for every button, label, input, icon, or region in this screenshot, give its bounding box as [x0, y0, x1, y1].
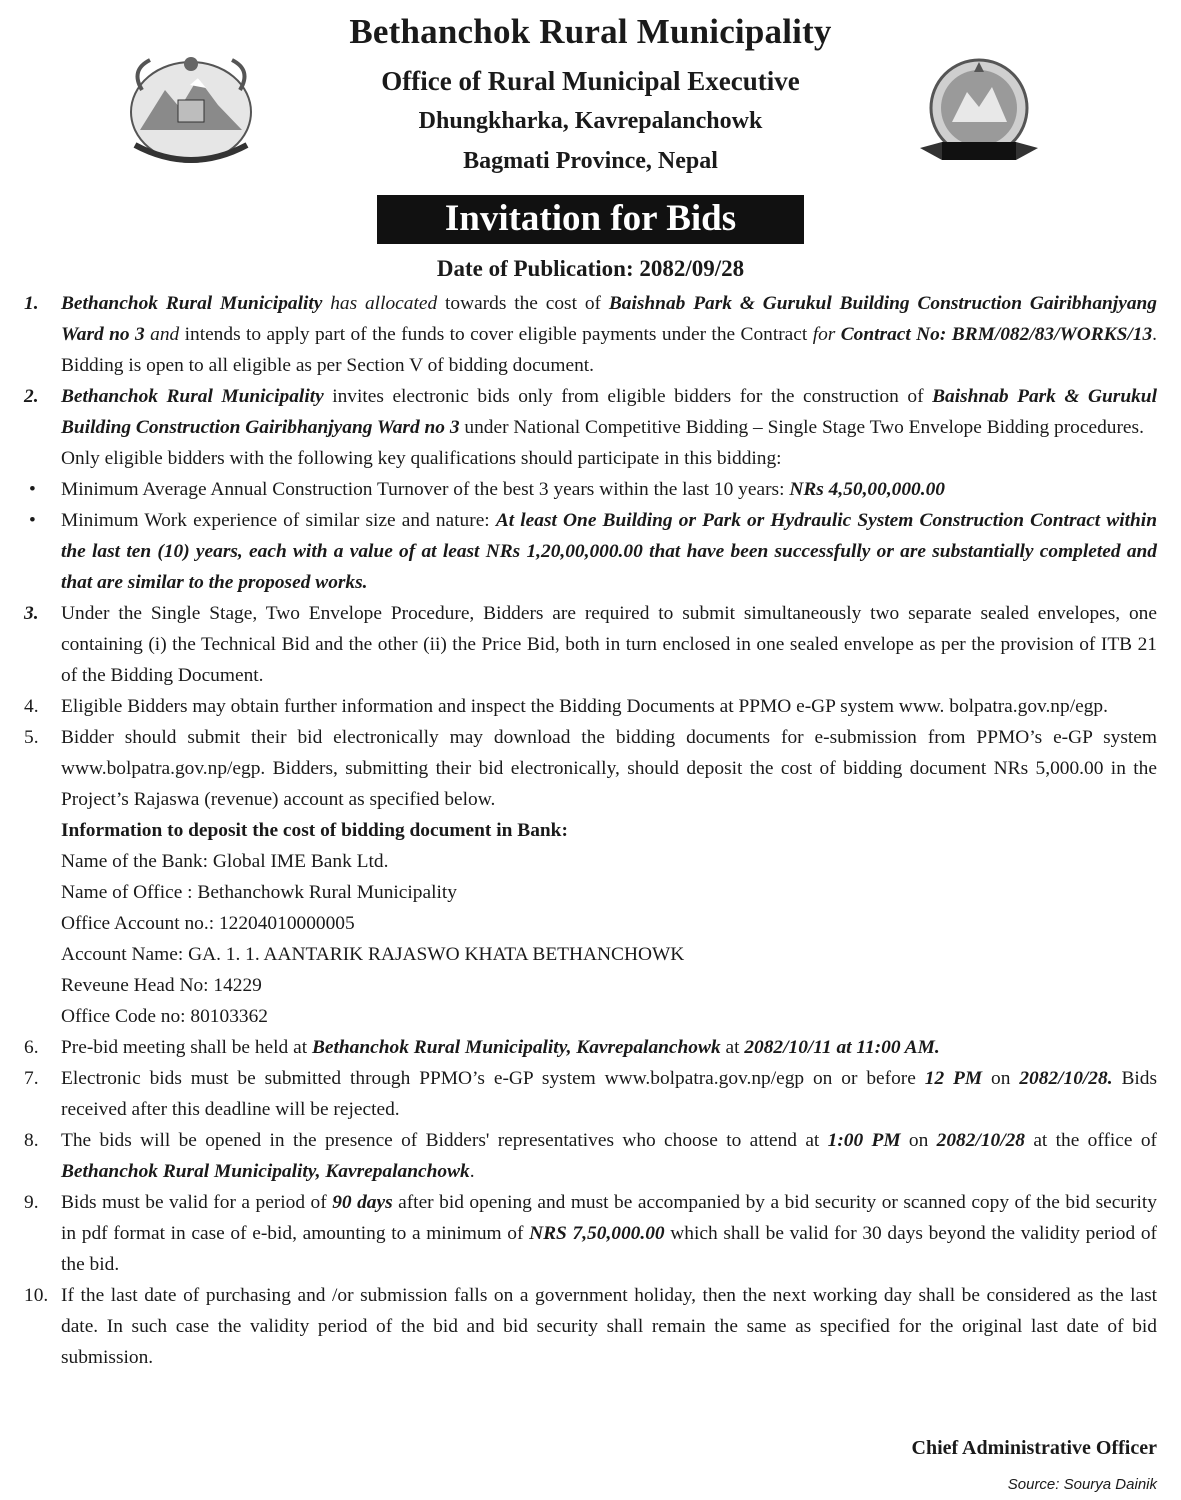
- qualification-bullet-1: [24, 474, 1157, 505]
- clause-text: on: [982, 1068, 1020, 1089]
- office-code: Office Code no: 80103362: [61, 1006, 268, 1027]
- clause-number: 10.: [24, 1285, 49, 1306]
- bullet-icon: •: [29, 479, 36, 500]
- clause-text: for: [812, 324, 836, 345]
- clause-text: and: [144, 324, 185, 345]
- clause-number: 8.: [24, 1130, 39, 1151]
- clause-text: under National Competitive Bidding – Single Stage Two Envelope Bidding procedures.: [459, 417, 1144, 438]
- clause-text: . Bidding is open to all eligible as per Section V of bidding document.: [61, 324, 1158, 376]
- clause-6: [24, 1032, 1157, 1063]
- clause-9: [24, 1187, 1157, 1280]
- clause-number: 3.: [24, 603, 39, 624]
- address-line-1: Dhungkharka, Kavrepalanchowk: [418, 108, 763, 134]
- clause-text: towards the cost of: [444, 293, 609, 314]
- account-name: Account Name: GA. 1. 1. AANTARIK RAJASWO KHATA BETHANCHOWK: [61, 944, 685, 965]
- address-line-2: Bagmati Province, Nepal: [463, 148, 718, 174]
- clause-number: 9.: [24, 1192, 39, 1213]
- notice-title: Invitation for Bids: [377, 195, 804, 244]
- clause-5: [24, 722, 1157, 815]
- contract-number: Contract No: BRM/082/83/WORKS/13: [835, 324, 1153, 345]
- clause-text: Electronic bids must be submitted through PPMO’s e-GP system www.bolpatra.gov.np/egp on or before: [61, 1068, 925, 1089]
- clause-2: [24, 381, 1157, 443]
- clause-text: Pre-bid meeting shall be held at: [61, 1037, 312, 1058]
- clause-text: Bidder should submit their bid electronically may download the bidding documents for e-submission from PPMO’s e-GP system www.bolpatra.gov.np/egp. Bidders, submitting their bid electronically, should deposit the cost of bidding document NRs 5,000.00 in the Project’s Rajaswa (revenue) account as specified below.: [61, 727, 1157, 810]
- municipality-name: Bethanchok Rural Municipality: [349, 12, 832, 51]
- deadline-time: 12 PM: [924, 1068, 983, 1089]
- publication-date: Date of Publication: 2082/09/28: [436, 256, 745, 281]
- prebid-datetime: 2082/10/11 at 11:00 AM.: [744, 1037, 940, 1058]
- clause-text: .: [469, 1161, 475, 1182]
- clause-text: The bids will be opened in the presence of Bidders' representatives who choose to attend at: [61, 1130, 828, 1151]
- source-credit: Source: Sourya Dainik: [1007, 1476, 1157, 1493]
- clause-number: 4.: [24, 696, 39, 717]
- office-name: Office of Rural Municipal Executive: [381, 66, 800, 96]
- clause-text: Bethanchok Rural Municipality: [61, 386, 324, 407]
- deadline-date: 2082/10/28.: [1019, 1068, 1113, 1089]
- clause-text: Bethanchok Rural Municipality: [61, 293, 323, 314]
- clause-7: [24, 1063, 1157, 1125]
- project-name: Baishnab Park & Gurukul Building Construction Gairibhanjyang Ward no 3: [61, 293, 1157, 345]
- clause-8: [24, 1125, 1157, 1187]
- clause-3: [24, 598, 1157, 691]
- opening-date: 2082/10/28: [936, 1130, 1025, 1151]
- qualification-intro: Only eligible bidders with the following key qualifications should participate in this bidding:: [61, 448, 782, 469]
- clause-number: 6.: [24, 1037, 39, 1058]
- clause-10: [24, 1280, 1157, 1373]
- clause-text: Under the Single Stage, Two Envelope Procedure, Bidders are required to submit simultaneously two separate sealed envelopes, one containing (i) the Technical Bid and the other (ii) the Price Bid, both in turn enclosed in one sealed envelope as per the provision of ITB 21 of the Bidding Document.: [61, 603, 1157, 686]
- clause-number: 2.: [24, 386, 39, 407]
- clause-text: Eligible Bidders may obtain further information and inspect the Bidding Documents at PPMO e-GP system www. bolpatra.gov.np/egp.: [61, 696, 1108, 717]
- clause-text: If the last date of purchasing and /or submission falls on a government holiday, then the next working day shall be considered as the last date. In such case the validity period of the bid and bid security shall remain the same as specified for the original last date of bid submission.: [61, 1285, 1157, 1368]
- signature-title: Chief Administrative Officer: [911, 1437, 1157, 1459]
- clause-text: Bids received after this deadline will be rejected.: [61, 1068, 1158, 1120]
- bank-name: Name of the Bank: Global IME Bank Ltd.: [61, 851, 389, 872]
- venue: Bethanchok Rural Municipality, Kavrepalanchowk: [61, 1161, 470, 1182]
- clause-text: after bid opening and must be accompanied by a bid security or scanned copy of the bid security in pdf format in case of e-bid, amounting to a minimum of: [61, 1192, 1157, 1244]
- clause-text: at the office of: [1025, 1130, 1157, 1151]
- notice-body: [24, 288, 1157, 1373]
- project-name: Baishnab Park & Gurukul Building Construction Gairibhanjyang Ward no 3: [61, 386, 1157, 438]
- clause-text: Bids must be valid for a period of: [61, 1192, 333, 1213]
- clause-number: 5.: [24, 727, 39, 748]
- venue: Bethanchok Rural Municipality, Kavrepalanchowk: [311, 1037, 721, 1058]
- clause-4: [24, 691, 1157, 722]
- bullet-text: Minimum Work experience of similar size and nature:: [61, 510, 496, 531]
- clause-1: [24, 288, 1157, 381]
- qualification-bullet-2: [24, 505, 1157, 598]
- bullet-text: Minimum Average Annual Construction Turnover of the best 3 years within the last 10 years:: [61, 479, 790, 500]
- clause-text: which shall be valid for 30 days beyond the validity period of the bid.: [61, 1223, 1157, 1275]
- revenue-head: Reveune Head No: 14229: [61, 975, 262, 996]
- account-number: Office Account no.: 12204010000005: [61, 913, 355, 934]
- bank-info-heading: Information to deposit the cost of bidding document in Bank:: [61, 820, 568, 841]
- bullet-icon: •: [29, 510, 36, 531]
- clause-text: invites electronic bids only from eligible bidders for the construction of: [323, 386, 933, 407]
- clause-text: intends to apply part of the funds to cover eligible payments under the Contract: [184, 324, 813, 345]
- clause-number: 7.: [24, 1068, 39, 1089]
- clause-text: on: [900, 1130, 937, 1151]
- turnover-amount: NRs 4,50,00,000.00: [789, 479, 945, 500]
- office-name-line: Name of Office : Bethanchowk Rural Municipality: [61, 882, 457, 903]
- clause-text: at: [720, 1037, 745, 1058]
- opening-time: 1:00 PM: [827, 1130, 901, 1151]
- clause-text: has allocated: [322, 293, 445, 314]
- clause-number: 1.: [24, 293, 39, 314]
- validity-period: 90 days: [332, 1192, 393, 1213]
- bid-security-amount: NRS 7,50,000.00: [529, 1223, 665, 1244]
- experience-requirement: At least One Building or Park or Hydraulic System Construction Contract within the last ten (10) years, each with a value of at least NRs 1,20,00,000.00 that have been successfully or are substantially completed and that are similar to the proposed works.: [61, 510, 1157, 593]
